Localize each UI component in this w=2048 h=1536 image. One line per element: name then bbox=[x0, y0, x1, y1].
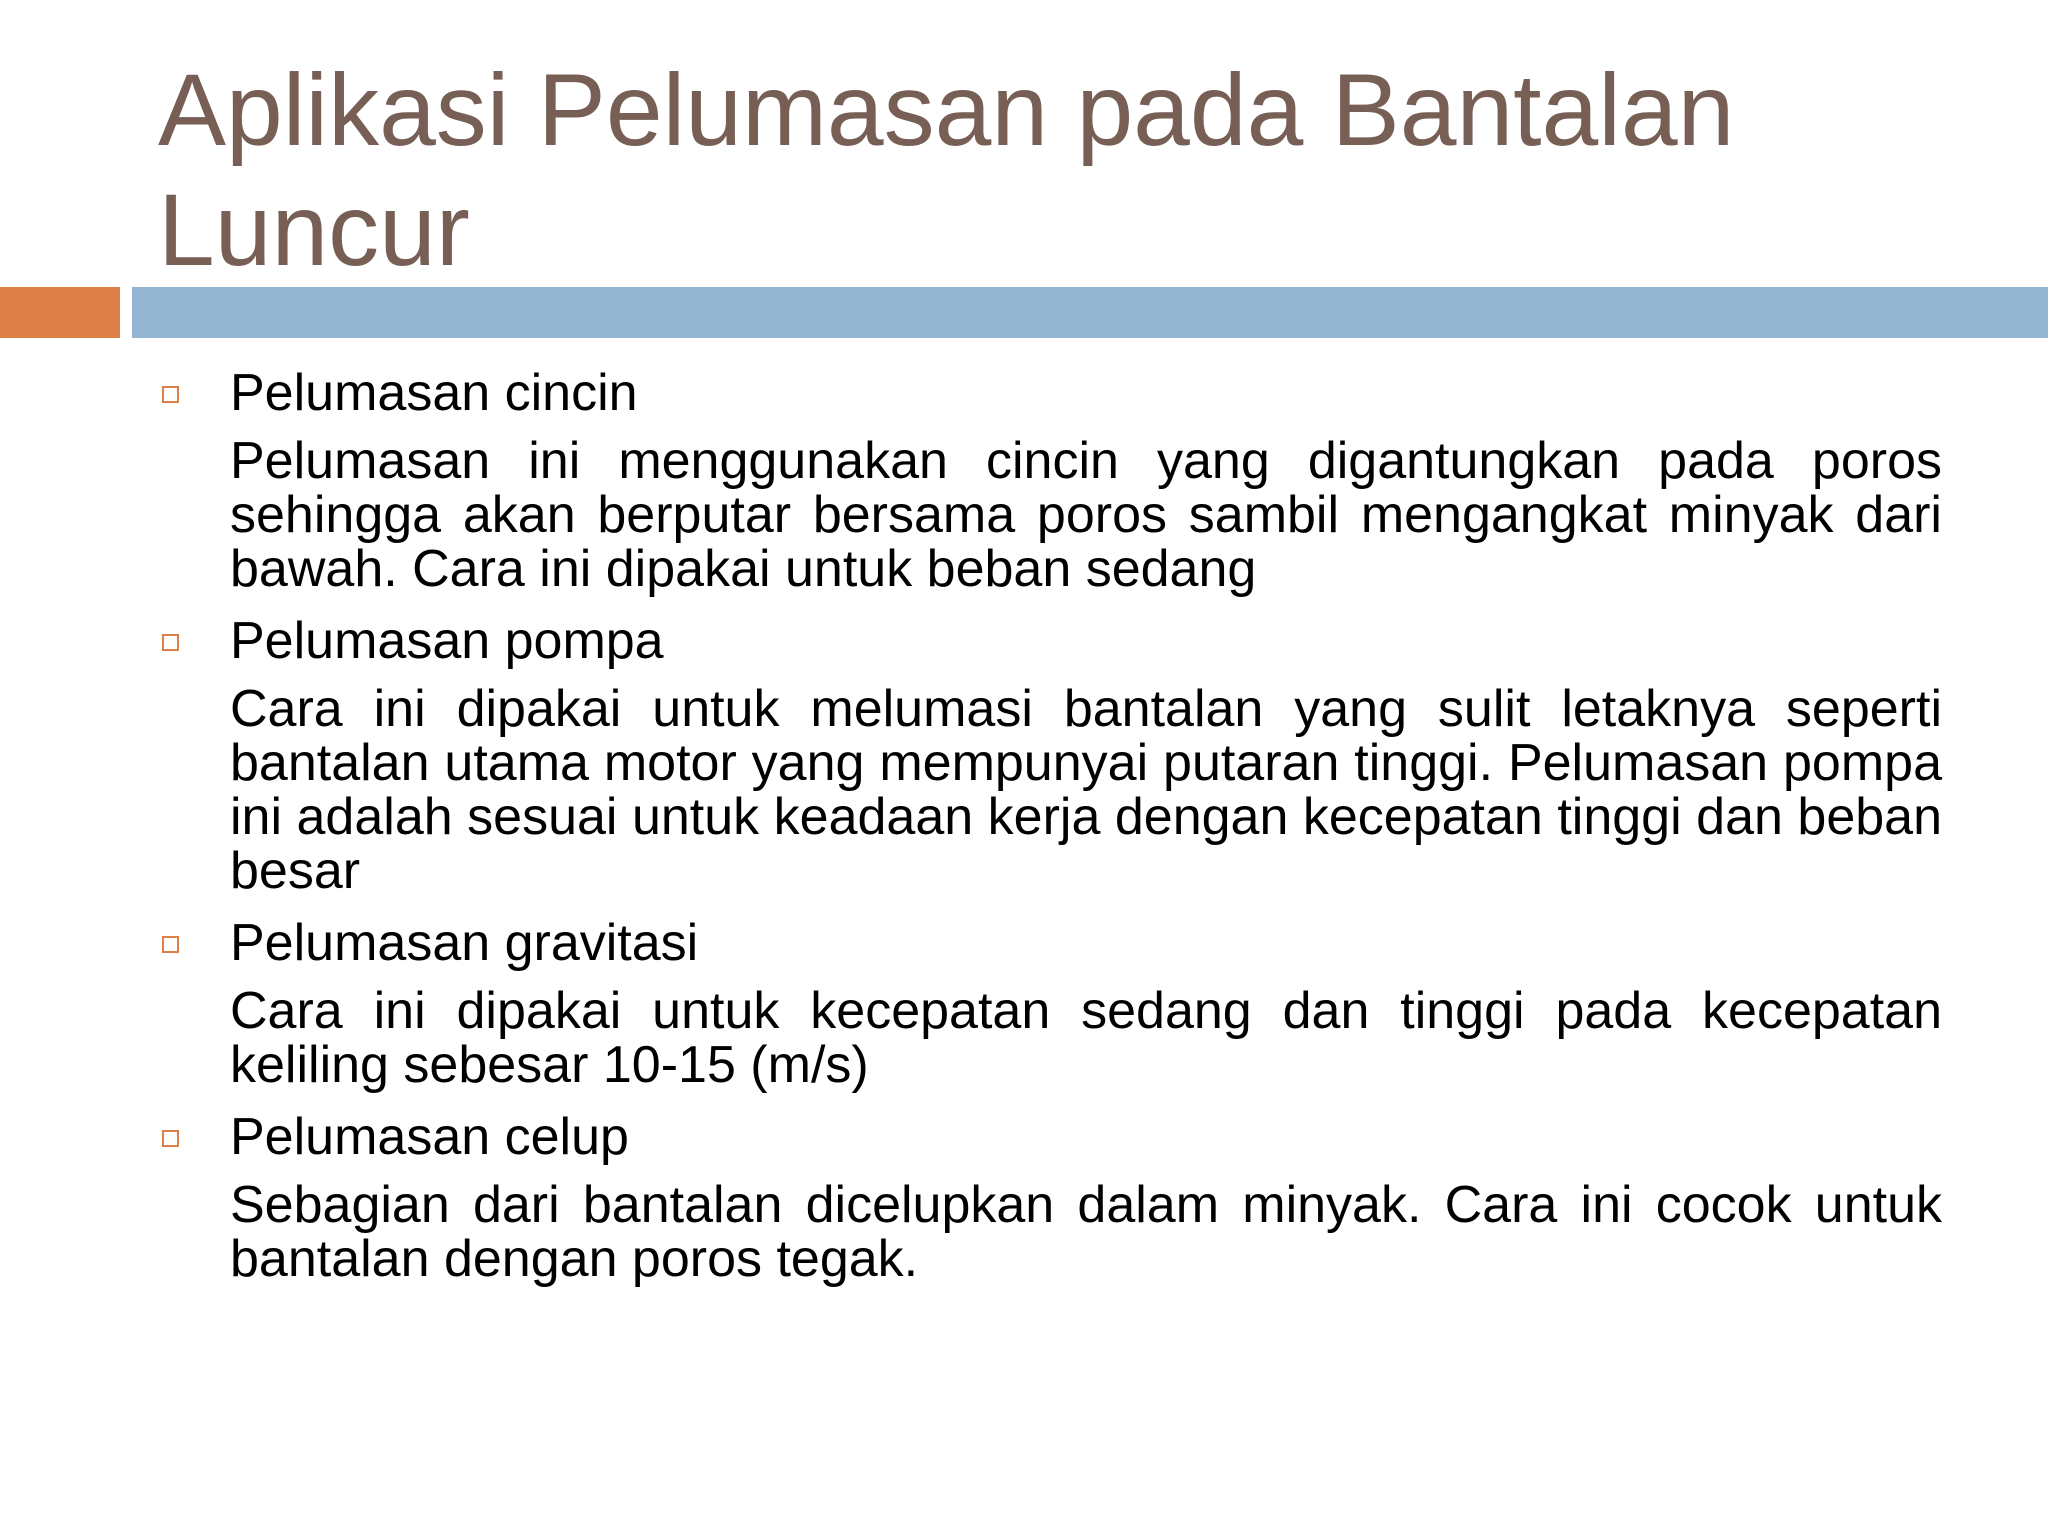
accent-bar-blue bbox=[132, 287, 2048, 338]
square-bullet-icon bbox=[162, 936, 179, 953]
bullet-list bbox=[158, 358, 1942, 1296]
list-item-heading-row bbox=[158, 908, 1942, 978]
list-item-description: Pelumasan ini menggunakan cincin yang digantungkan pada poros sehingga akan berputar bersama poros sambil mengangkat minyak dari bawah. Cara ini dipakai untuk beban sedang bbox=[230, 432, 1942, 598]
square-bullet-icon bbox=[162, 386, 179, 403]
list-item-description: Cara ini dipakai untuk kecepatan sedang dan tinggi pada kecepatan keliling sebesar 10-15 (m/s) bbox=[230, 982, 1942, 1094]
list-item-heading: Pelumasan gravitasi bbox=[230, 914, 699, 972]
square-bullet-icon bbox=[162, 1130, 179, 1147]
list-item bbox=[158, 358, 1942, 606]
square-bullet-icon bbox=[162, 634, 179, 651]
list-item bbox=[158, 908, 1942, 1102]
list-item-heading: Pelumasan cincin bbox=[230, 364, 638, 422]
accent-bar-orange bbox=[0, 287, 120, 338]
list-item-heading-row bbox=[158, 1102, 1942, 1172]
list-item bbox=[158, 606, 1942, 908]
list-item-heading: Pelumasan celup bbox=[230, 1108, 629, 1166]
slide-title: Aplikasi Pelumasan pada Bantalan Luncur bbox=[158, 53, 1735, 287]
list-item bbox=[158, 1102, 1942, 1296]
list-item-description: Cara ini dipakai untuk melumasi bantalan yang sulit letaknya seperti bantalan utama motor yang mempunyai putaran tinggi. Pelumasan pompa ini adalah sesuai untuk keadaan kerja dengan kecepatan tinggi dan beban besar bbox=[230, 680, 1942, 900]
list-item-heading-row bbox=[158, 358, 1942, 428]
list-item-heading-row bbox=[158, 606, 1942, 676]
list-item-description: Sebagian dari bantalan dicelupkan dalam minyak. Cara ini cocok untuk bantalan dengan poros tegak. bbox=[230, 1176, 1942, 1288]
list-item-heading: Pelumasan pompa bbox=[230, 612, 664, 670]
